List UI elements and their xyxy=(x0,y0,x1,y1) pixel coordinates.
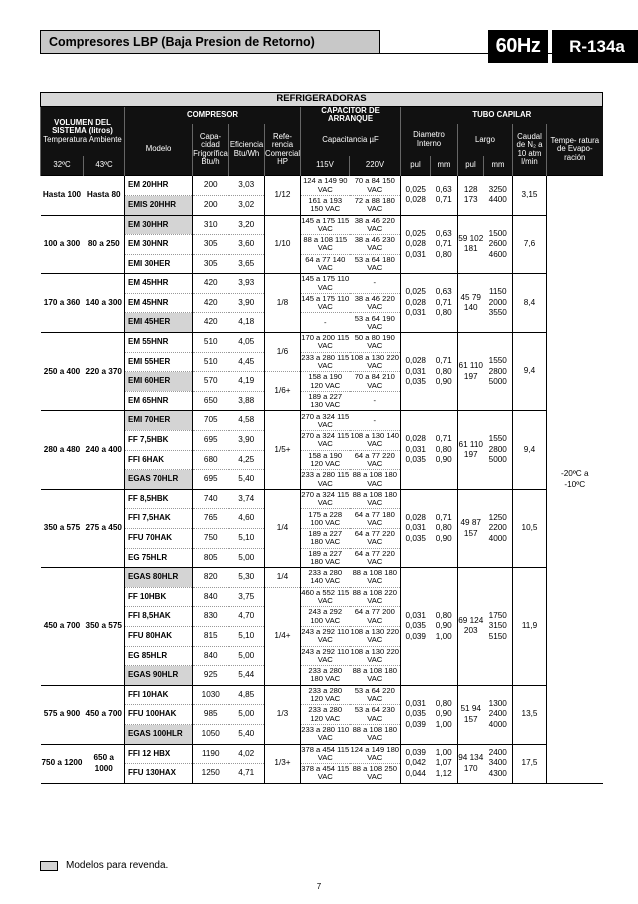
efficiency-cell: 4,19 xyxy=(229,372,265,392)
capacity-cell: 1190 xyxy=(193,744,229,764)
capacity-cell: 1050 xyxy=(193,724,229,744)
model-cell: EM 55HNR xyxy=(125,333,193,353)
v220-header: 220V xyxy=(350,156,401,176)
legend-text: Modelos para revenda. xyxy=(66,860,169,871)
length-mm-cell: 1150 2000 3550 xyxy=(484,274,513,333)
capacitor-115v-cell: 460 a 552 115 VAC xyxy=(301,587,350,606)
capacity-cell: 510 xyxy=(193,333,229,353)
capacitor-115v-cell: 189 a 227 180 VAC xyxy=(301,548,350,568)
model-header: Modelo xyxy=(125,124,193,176)
length-mm-cell: 1550 2800 5000 xyxy=(484,411,513,489)
capacity-cell: 695 xyxy=(193,470,229,490)
table-row xyxy=(41,333,603,353)
diameter-mm-cell: 1,00 1,07 1,12 xyxy=(431,744,458,783)
model-cell: EM 45HHR xyxy=(125,274,193,294)
capacitor-115v-cell: 270 a 324 115 VAC xyxy=(301,489,350,508)
capacity-cell: 740 xyxy=(193,489,229,509)
model-cell: EGAS 70HLR xyxy=(125,470,193,490)
capacitance-header: Capacitancia µF xyxy=(301,124,401,156)
length-pul-cell: 69 124 203 xyxy=(458,568,484,686)
table-row xyxy=(41,568,603,588)
volume-43c-cell: 650 a 1000 xyxy=(84,744,125,783)
compressor-table xyxy=(40,92,603,784)
capacitor-220v-cell: 88 a 108 250 VAC xyxy=(350,764,401,784)
length-mm-cell: 1750 3150 5150 xyxy=(484,568,513,686)
capacity-cell: 840 xyxy=(193,587,229,607)
model-cell: FFI 7,5HAK xyxy=(125,509,193,529)
hp-cell: 1/6 xyxy=(265,333,301,372)
length-mm-cell: 1300 2400 4000 xyxy=(484,685,513,744)
capacitor-220v-cell: 88 a 108 180 VAC xyxy=(350,489,401,509)
length-pul-cell: 51 94 157 xyxy=(458,685,484,744)
hp-cell: 1/5+ xyxy=(265,411,301,489)
model-cell: FF 10HBK xyxy=(125,587,193,607)
diameter-pul-cell: 0,039 0,042 0,044 xyxy=(401,744,431,783)
hp-cell: 1/4 xyxy=(265,489,301,567)
model-cell: FFU 130HAX xyxy=(125,764,193,784)
model-cell: EMI 45HER xyxy=(125,313,193,333)
evap-temp-header: Tempe- ratura de Evapo- ración xyxy=(547,124,603,176)
capacity-cell: 200 xyxy=(193,195,229,215)
capacity-cell: 695 xyxy=(193,431,229,451)
capacitor-220v-cell: 108 a 130 140 VAC xyxy=(350,431,400,449)
capacity-cell: 830 xyxy=(193,607,229,627)
model-cell: EMIS 20HHR xyxy=(125,195,193,215)
volume-43c-cell: 140 a 300 xyxy=(84,274,125,333)
efficiency-cell: 4,05 xyxy=(229,333,265,353)
capacitor-115v-cell: 145 a 175 110 VAC xyxy=(301,293,350,312)
capacitor-220v-cell: 64 a 77 200 VAC xyxy=(350,607,401,627)
capacitor-220v-cell: 88 a 108 180 VAC xyxy=(350,724,401,744)
flow-cell: 3,15 xyxy=(513,176,547,215)
capacitor-115v-cell: 88 a 108 115 VAC xyxy=(301,235,350,255)
efficiency-cell: 5,00 xyxy=(229,705,265,725)
diameter-pul-cell: 0,028 0,031 0,035 xyxy=(401,489,431,567)
capacity-cell: 420 xyxy=(193,274,229,294)
capacitor-115v-cell: 64 a 77 140 VAC xyxy=(301,254,350,274)
capacitor-115v-cell: 243 a 292 100 VAC xyxy=(301,607,350,627)
diameter-pul-cell: 0,025 0,028 0,031 xyxy=(401,274,431,333)
diameter-mm-cell: 0,80 0,90 1,00 xyxy=(431,685,458,744)
capacity-cell: 305 xyxy=(193,254,229,274)
model-cell: EG 85HLR xyxy=(125,646,193,666)
capacitor-115v-cell: 233 a 280 115 VAC xyxy=(301,470,350,488)
capacity-cell: 705 xyxy=(193,411,229,431)
capacitor-115v-cell: 233 a 280 120 VAC xyxy=(301,705,350,725)
efficiency-cell: 3,60 xyxy=(229,235,265,255)
volume-43c-cell: 350 a 575 xyxy=(84,568,125,686)
length-mm-cell: 1500 2600 4600 xyxy=(484,215,513,274)
length-pul-cell: 61 110 197 xyxy=(458,333,484,411)
capacity-cell: 1030 xyxy=(193,685,229,705)
efficiency-cell: 4,45 xyxy=(229,352,265,372)
capacitor-115v-cell: 145 a 175 115 VAC xyxy=(301,215,350,233)
diameter-header: Diametro Interno xyxy=(401,124,458,156)
volume-32c-cell: 250 a 400 xyxy=(41,333,84,411)
volume-32c-cell: 170 a 360 xyxy=(41,274,84,333)
len-pul-header: pul xyxy=(458,156,484,176)
diameter-pul-cell: 0,031 0,035 0,039 xyxy=(401,685,431,744)
hp-cell: 1/3 xyxy=(265,685,301,744)
flow-cell: 13,5 xyxy=(513,685,547,744)
model-cell: FF 7,5HBK xyxy=(125,431,193,451)
efficiency-cell: 5,00 xyxy=(229,548,265,568)
capacity-cell: 680 xyxy=(193,450,229,470)
hp-cell: 1/12 xyxy=(265,176,301,215)
efficiency-cell: 5,00 xyxy=(229,646,265,666)
capacitor-115v-cell: 175 a 228 100 VAC xyxy=(301,509,350,529)
capacitor-115v-cell: - xyxy=(301,313,350,333)
model-cell: FFI 12 HBX xyxy=(125,744,193,764)
refrigerant-badge: R-134a xyxy=(552,30,638,63)
capacity-cell: 985 xyxy=(193,705,229,725)
capacity-cell: 570 xyxy=(193,372,229,392)
capacitor-220v-cell: 108 a 130 220 VAC xyxy=(350,352,400,370)
model-cell: FFI 10HAK xyxy=(125,685,193,705)
page-title: Compresores LBP (Baja Presion de Retorno) xyxy=(40,30,380,54)
t43-header: 43ºC xyxy=(84,156,125,176)
length-mm-cell: 3250 4400 xyxy=(484,176,513,215)
compressor-table-container xyxy=(40,92,602,784)
diameter-pul-cell: 0,028 0,031 0,035 xyxy=(401,411,431,489)
capacitor-115v-cell: 124 a 149 90 VAC xyxy=(301,176,350,196)
model-cell: EM 30HNR xyxy=(125,235,193,255)
efficiency-cell: 3,03 xyxy=(229,176,265,196)
length-header: Largo xyxy=(458,124,513,156)
volume-43c-cell: 240 a 400 xyxy=(84,411,125,489)
capacitor-220v-cell: 108 a 130 220 VAC xyxy=(350,627,400,645)
capacitor-115v-cell: 189 a 227 130 VAC xyxy=(301,391,350,411)
table-row xyxy=(41,489,603,509)
capacitor-115v-cell: 233 a 280 180 VAC xyxy=(301,666,350,686)
length-mm-cell: 1550 2800 5000 xyxy=(484,333,513,411)
capacitor-115v-cell: 170 a 200 115 VAC xyxy=(301,333,350,351)
model-cell: FFU 100HAK xyxy=(125,705,193,725)
length-mm-cell: 1250 2200 4000 xyxy=(484,489,513,567)
capacity-cell: 310 xyxy=(193,215,229,235)
volume-32c-cell: 450 a 700 xyxy=(41,568,84,686)
tube-header: TUBO CAPILAR xyxy=(401,107,603,124)
legend-swatch xyxy=(40,861,58,871)
volume-32c-cell: 100 a 300 xyxy=(41,215,84,274)
model-cell: EMI 60HER xyxy=(125,372,193,392)
efficiency-header: Eficiencia Btu/Wh xyxy=(229,124,265,176)
capacity-cell: 925 xyxy=(193,666,229,686)
capacitor-220v-cell: 64 a 77 220 VAC xyxy=(350,548,401,568)
capacitor-220v-cell: 64 a 77 220 VAC xyxy=(350,529,401,549)
capacitor-115v-cell: 233 a 280 140 VAC xyxy=(301,568,350,588)
model-cell: EMI 30HER xyxy=(125,254,193,274)
table-body xyxy=(41,176,603,783)
capacity-cell: 650 xyxy=(193,391,229,411)
length-mm-cell: 2400 3400 4300 xyxy=(484,744,513,783)
efficiency-cell: 4,25 xyxy=(229,450,265,470)
capacitor-220v-cell: - xyxy=(350,274,401,294)
frequency-badge: 60Hz xyxy=(488,30,548,63)
efficiency-cell: 4,18 xyxy=(229,313,265,333)
capacitor-220v-cell: 108 a 130 220 VAC xyxy=(350,646,400,664)
model-cell: EGAS 80HLR xyxy=(125,568,193,588)
section-title: REFRIGERADORAS xyxy=(41,93,603,107)
table-row xyxy=(41,176,603,196)
length-pul-cell: 128 173 xyxy=(458,176,484,215)
model-cell: EG 75HLR xyxy=(125,548,193,568)
hp-cell: 1/8 xyxy=(265,274,301,333)
capacity-cell: 200 xyxy=(193,176,229,196)
efficiency-cell: 3,90 xyxy=(229,293,265,313)
model-cell: EMI 55HER xyxy=(125,352,193,372)
efficiency-cell: 5,10 xyxy=(229,626,265,646)
v115-header: 115V xyxy=(301,156,350,176)
flow-cell: 9,4 xyxy=(513,411,547,489)
capacitor-220v-cell: 88 a 108 180 VAC xyxy=(350,470,401,490)
length-pul-cell: 59 102 181 xyxy=(458,215,484,274)
capacitor-220v-cell: 72 a 88 180 VAC xyxy=(350,195,401,215)
diameter-mm-cell: 0,63 0,71 xyxy=(431,176,458,215)
capacitor-220v-cell: 88 a 108 180 VAC xyxy=(350,568,401,588)
efficiency-cell: 4,58 xyxy=(229,411,265,431)
efficiency-cell: 3,65 xyxy=(229,254,265,274)
capacitor-220v-cell: 38 a 46 220 VAC xyxy=(350,293,401,313)
capacitor-220v-cell: 124 a 149 180 VAC xyxy=(350,744,400,762)
model-cell: EGAS 100HLR xyxy=(125,724,193,744)
capacitor-115v-cell: 233 a 280 115 VAC xyxy=(301,352,350,370)
capacitor-220v-cell: - xyxy=(350,411,401,431)
capacitor-115v-cell: 233 a 280 110 VAC xyxy=(301,725,350,743)
flow-cell: 7,6 xyxy=(513,215,547,274)
capacitor-220v-cell: - xyxy=(350,391,401,411)
capacitor-220v-cell: 70 a 84 150 VAC xyxy=(350,176,401,196)
volume-43c-cell: Hasta 80 xyxy=(84,176,125,215)
model-cell: EM 30HHR xyxy=(125,215,193,235)
capacity-header: Capa- cidad Frigorífica Btu/h xyxy=(193,124,229,176)
capacitor-115v-cell: 158 a 190 120 VAC xyxy=(301,372,350,392)
diameter-mm-cell: 0,71 0,80 0,90 xyxy=(431,411,458,489)
capacity-cell: 305 xyxy=(193,235,229,255)
capacitor-220v-cell: 64 a 77 180 VAC xyxy=(350,509,401,529)
model-cell: FFU 70HAK xyxy=(125,529,193,549)
capacitor-115v-cell: 161 a 193 150 VAC xyxy=(301,195,350,215)
capacitor-220v-cell: 50 a 80 190 VAC xyxy=(350,333,401,353)
capacitor-220v-cell: 53 a 64 220 VAC xyxy=(350,685,401,705)
volume-43c-cell: 275 a 450 xyxy=(84,489,125,567)
capacitor-220v-cell: 70 a 84 210 VAC xyxy=(350,372,401,392)
model-cell: EGAS 90HLR xyxy=(125,666,193,686)
efficiency-cell: 5,40 xyxy=(229,724,265,744)
diameter-pul-cell: 0,025 0,028 0,031 xyxy=(401,215,431,274)
capacity-cell: 420 xyxy=(193,313,229,333)
capacitor-220v-cell: 38 a 46 220 VAC xyxy=(350,215,401,235)
capacitor-header: CAPACITOR DE ARRANQUE xyxy=(301,107,401,124)
capacitor-220v-cell: 88 a 108 180 VAC xyxy=(350,666,401,686)
diameter-mm-cell: 0,80 0,90 1,00 xyxy=(431,568,458,686)
t32-header: 32ºC xyxy=(41,156,84,176)
efficiency-cell: 3,20 xyxy=(229,215,265,235)
length-pul-cell: 45 79 140 xyxy=(458,274,484,333)
flow-cell: 9,4 xyxy=(513,333,547,411)
capacitor-115v-cell: 270 a 324 115 VAC xyxy=(301,411,350,429)
capacitor-220v-cell: 53 a 64 190 VAC xyxy=(350,313,401,333)
efficiency-cell: 3,02 xyxy=(229,195,265,215)
length-pul-cell: 49 87 157 xyxy=(458,489,484,567)
capacity-cell: 1250 xyxy=(193,764,229,784)
diameter-pul-cell: 0,028 0,031 0,035 xyxy=(401,333,431,411)
volume-32c-cell: 280 a 480 xyxy=(41,411,84,489)
hp-cell: 1/10 xyxy=(265,215,301,274)
hp-cell: 1/3+ xyxy=(265,744,301,783)
model-cell: EM 65HNR xyxy=(125,391,193,411)
efficiency-cell: 4,02 xyxy=(229,744,265,764)
legend xyxy=(40,860,168,871)
capacitor-220v-cell: 64 a 77 220 VAC xyxy=(350,450,401,470)
volume-43c-cell: 220 a 370 xyxy=(84,333,125,411)
table-row xyxy=(41,411,603,431)
flow-cell: 8,4 xyxy=(513,274,547,333)
capacitor-115v-cell: 243 a 292 110 VAC xyxy=(301,646,350,664)
capacity-cell: 820 xyxy=(193,568,229,588)
table-row xyxy=(41,685,603,705)
efficiency-cell: 4,60 xyxy=(229,509,265,529)
capacitor-115v-cell: 270 a 324 115 VAC xyxy=(301,431,350,449)
hp-cell: 1/6+ xyxy=(265,372,301,411)
capacitor-220v-cell: 88 a 108 220 VAC xyxy=(350,587,401,607)
model-cell: FFI 6HAK xyxy=(125,450,193,470)
volume-32c-cell: 575 a 900 xyxy=(41,685,84,744)
flow-cell: 10,5 xyxy=(513,489,547,567)
hp-cell: 1/4+ xyxy=(265,587,301,685)
model-cell: EM 20HHR xyxy=(125,176,193,196)
table-row xyxy=(41,274,603,294)
efficiency-cell: 4,71 xyxy=(229,764,265,784)
efficiency-cell: 5,10 xyxy=(229,529,265,549)
model-cell: FFI 8,5HAK xyxy=(125,607,193,627)
capacitor-220v-cell: 53 a 64 230 VAC xyxy=(350,705,401,725)
capacitor-220v-cell: 53 a 64 180 VAC xyxy=(350,254,401,274)
capacitor-115v-cell: 189 a 227 180 VAC xyxy=(301,529,350,549)
diameter-pul-cell: 0,031 0,035 0,039 xyxy=(401,568,431,686)
length-pul-cell: 94 134 170 xyxy=(458,744,484,783)
diam-pul-header: pul xyxy=(401,156,431,176)
capacitor-115v-cell: 158 a 190 120 VAC xyxy=(301,450,350,470)
capacity-cell: 840 xyxy=(193,646,229,666)
efficiency-cell: 3,74 xyxy=(229,489,265,509)
diam-mm-header: mm xyxy=(431,156,458,176)
model-cell: EM 45HNR xyxy=(125,293,193,313)
volume-32c-cell: 350 a 575 xyxy=(41,489,84,567)
capacity-cell: 815 xyxy=(193,626,229,646)
capacitor-220v-cell: 38 a 46 230 VAC xyxy=(350,235,401,255)
model-cell: EMI 70HER xyxy=(125,411,193,431)
page-number: 7 xyxy=(316,882,322,891)
len-mm-header: mm xyxy=(484,156,513,176)
diameter-mm-cell: 0,71 0,80 0,90 xyxy=(431,489,458,567)
capacitor-115v-cell: 378 a 454 115 VAC xyxy=(301,764,350,782)
flow-cell: 17,5 xyxy=(513,744,547,783)
table-row xyxy=(41,744,603,764)
ambient-header-label: Temperatura Ambiente xyxy=(43,134,122,144)
hp-cell: 1/4 xyxy=(265,568,301,588)
length-pul-cell: 61 110 197 xyxy=(458,411,484,489)
diameter-mm-cell: 0,63 0,71 0,80 xyxy=(431,215,458,274)
reference-header: Refe- rencia Comercial HP xyxy=(265,124,301,176)
flow-cell: 11,9 xyxy=(513,568,547,686)
volume-header xyxy=(41,107,125,156)
capacitor-115v-cell: 378 a 454 115 VAC xyxy=(301,744,350,762)
efficiency-cell: 5,40 xyxy=(229,470,265,490)
volume-32c-cell: Hasta 100 xyxy=(41,176,84,215)
efficiency-cell: 3,90 xyxy=(229,431,265,451)
compressor-header: COMPRESOR xyxy=(125,107,301,124)
efficiency-cell: 5,30 xyxy=(229,568,265,588)
capacity-cell: 805 xyxy=(193,548,229,568)
capacitor-115v-cell: 145 a 175 110 VAC xyxy=(301,274,350,292)
capacity-cell: 510 xyxy=(193,352,229,372)
model-cell: FFU 80HAK xyxy=(125,626,193,646)
model-cell: FF 8,5HBK xyxy=(125,489,193,509)
capacity-cell: 750 xyxy=(193,529,229,549)
diameter-pul-cell: 0,025 0,028 xyxy=(401,176,431,215)
capacity-cell: 420 xyxy=(193,293,229,313)
diameter-mm-cell: 0,63 0,71 0,80 xyxy=(431,274,458,333)
efficiency-cell: 4,85 xyxy=(229,685,265,705)
efficiency-cell: 3,75 xyxy=(229,587,265,607)
evap-temp-cell: -20ºC a -10ºC xyxy=(547,176,603,783)
volume-43c-cell: 450 a 700 xyxy=(84,685,125,744)
volume-43c-cell: 80 a 250 xyxy=(84,215,125,274)
efficiency-cell: 3,93 xyxy=(229,274,265,294)
volume-32c-cell: 750 a 1200 xyxy=(41,744,84,783)
efficiency-cell: 5,44 xyxy=(229,666,265,686)
efficiency-cell: 4,70 xyxy=(229,607,265,627)
efficiency-cell: 3,88 xyxy=(229,391,265,411)
volume-header-label: VOLUMEN DEL SISTEMA (litros) xyxy=(52,117,113,136)
diameter-mm-cell: 0,71 0,80 0,90 xyxy=(431,333,458,411)
table-row xyxy=(41,215,603,235)
title-bar xyxy=(40,30,625,63)
flow-header: Caudal de N₂ a 10 atm l/min xyxy=(513,124,547,176)
capacity-cell: 765 xyxy=(193,509,229,529)
capacitor-115v-cell: 243 a 292 110 VAC xyxy=(301,627,350,645)
capacitor-115v-cell: 233 a 280 120 VAC xyxy=(301,685,350,705)
